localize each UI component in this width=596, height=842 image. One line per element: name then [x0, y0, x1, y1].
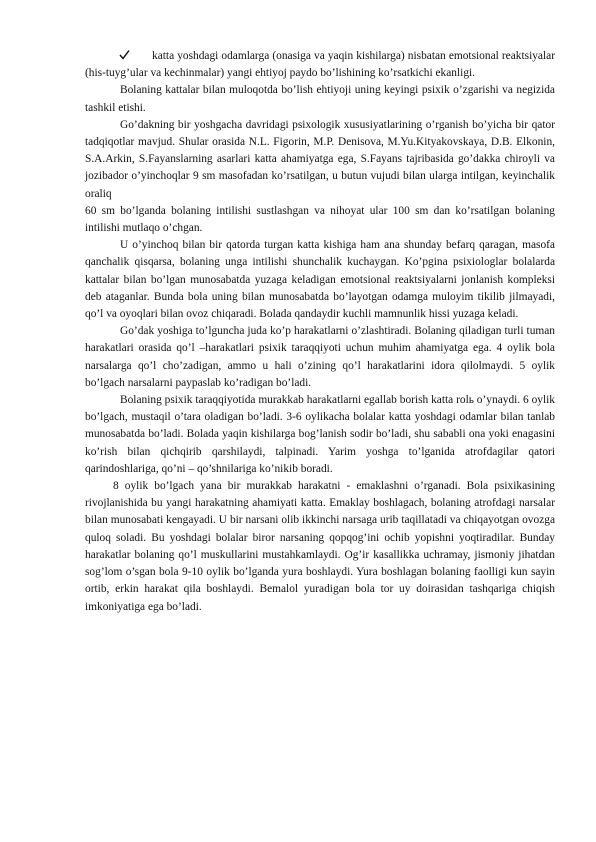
paragraph: Go’dakning bir yoshgacha davridagi psixologik xususiyatlarining o’rganish bo’yicha bir qator tadqiqotlar mavjud. Shular orasida N.L. Figorin, M.P. Denisova, M.Yu.Kityakovskaya, D.B. Elkonin, S.A.Arkin, S.Fayanslarning asarlari katta ahamiyatga ega, S.Fayans tajribasida go’dakka chiroyli va jozibador o’yinchoqlar 9 sm masofadan ko’rsatilgan, u butun vujudi bilan ularga intilgan, keyinchalik oraliq: [85, 118, 555, 200]
paragraph: Go’dak yoshiga to’lguncha juda ko’p harakatlarni o’zlashtiradi. Bolaning qiladigan turli tuman harakatlari orasida qo’l –harakatlari psixik taraqqiyoti uchun muhim ahamiyatga ega. 4 oylik bola narsalarga qo’l cho’zadigan, ammo u hali o’zining qo’l harakatlarini idora qilolmaydi. 5 oylik bo’lgach narsalarni paypaslab ko’radigan bo’ladi.: [85, 325, 555, 389]
bullet-text: katta yoshdagi odamlarga (onasiga va yaqin kishilarga) nisbatan emotsional reaktsiyalar (his-tuyg’ular va kechinmalar) yangi ehtiyoj paydo bo’lishining ko’rsatkichi ekanligi.: [85, 50, 555, 80]
paragraph: 60 sm bo’lganda bolaning intilishi sustlashgan va nihoyat ular 100 sm dan ko’rsatilgan bolaning intilishi mutlaqo o’chgan.: [85, 204, 555, 235]
paragraph: 8 oylik bo’lgach yana bir murakkab harakatni - emaklashni o’rganadi. Bola psixikasining rivojlanishida bu yangi harakatning ahamiyati katta. Emaklay boshlagach, bolaning atrofdagi narsalar bilan munosabati kengayadi. U bir narsani olib ikkinchi narsaga urib taqillatadi va chiqayotgan ovozga quloq soladi. Bu yoshdagi bolalar biror narsaning qopqog’ini ochib yopishni yoqtiradilar. Bunday harakatlar bolaning qo’l muskullarini mustahkamlaydi. Og’ir kasallikka uchramay, jismoniy jihatdan sog’lom o’sgan bola 9-10 oylik bo’lganda yura boshlaydi. Yura boshlagan bolaning faolligi kun sayin ortib, erkin harakat qila boshlaydi. Bemalol yuradigan bola tor uy doirasidan tashqariga chiqish imkoniyatiga ega bo’ladi.: [85, 480, 555, 613]
document-body: [85, 48, 555, 616]
bullet-item: [85, 48, 555, 82]
checkmark-icon: [119, 48, 152, 65]
paragraph: U o’yinchoq bilan bir qatorda turgan katta kishiga ham ana shunday befarq qaragan, masofa qanchalik qisqarsa, bolaning unga intilishi shunchalik kuchaygan. Ko’pgina psixiologlar bolalarda kattalar bilan bo’lgan munosabatda yuzaga keladigan emotsional reaktsiyalarni jonlanish kompleksi deb ataganlar. Bunda bola uning bilan munosabatda bo’layotgan odamga muloyim tikilib jilmayadi, qo’l va oyoqlari bilan ovoz chiqaradi. Bolada qandaydir kuchli mamnunlik hissi yuzaga keladi.: [85, 239, 555, 321]
paragraph: Bolaning psixik taraqqiyotida murakkab harakatlarni egallab borish katta rolь o’ynaydi. 6 oylik bo’lgach, mustaqil o’tara oladigan bo’ladi. 3-6 oylikacha bolalar katta yoshdagi odamlar bilan tanlab munosabatda bo’ladi. Bolada yaqin kishilarga bog’lanish sodir bo’ladi, shu sababli ona yoki enagasini ko’rish bilan qichqirib qarshilaydi, talpinadi. Yarim yoshga to’lganida atrofdagilar qatori qarindoshlariga, qo’ni – qo’shnilariga ko’nikib boradi.: [85, 394, 555, 475]
paragraph: Bolaning kattalar bilan muloqotda bo’lish ehtiyoji uning keyingi psixik o’zgarishi va negizida tashkil etishi.: [85, 84, 555, 114]
